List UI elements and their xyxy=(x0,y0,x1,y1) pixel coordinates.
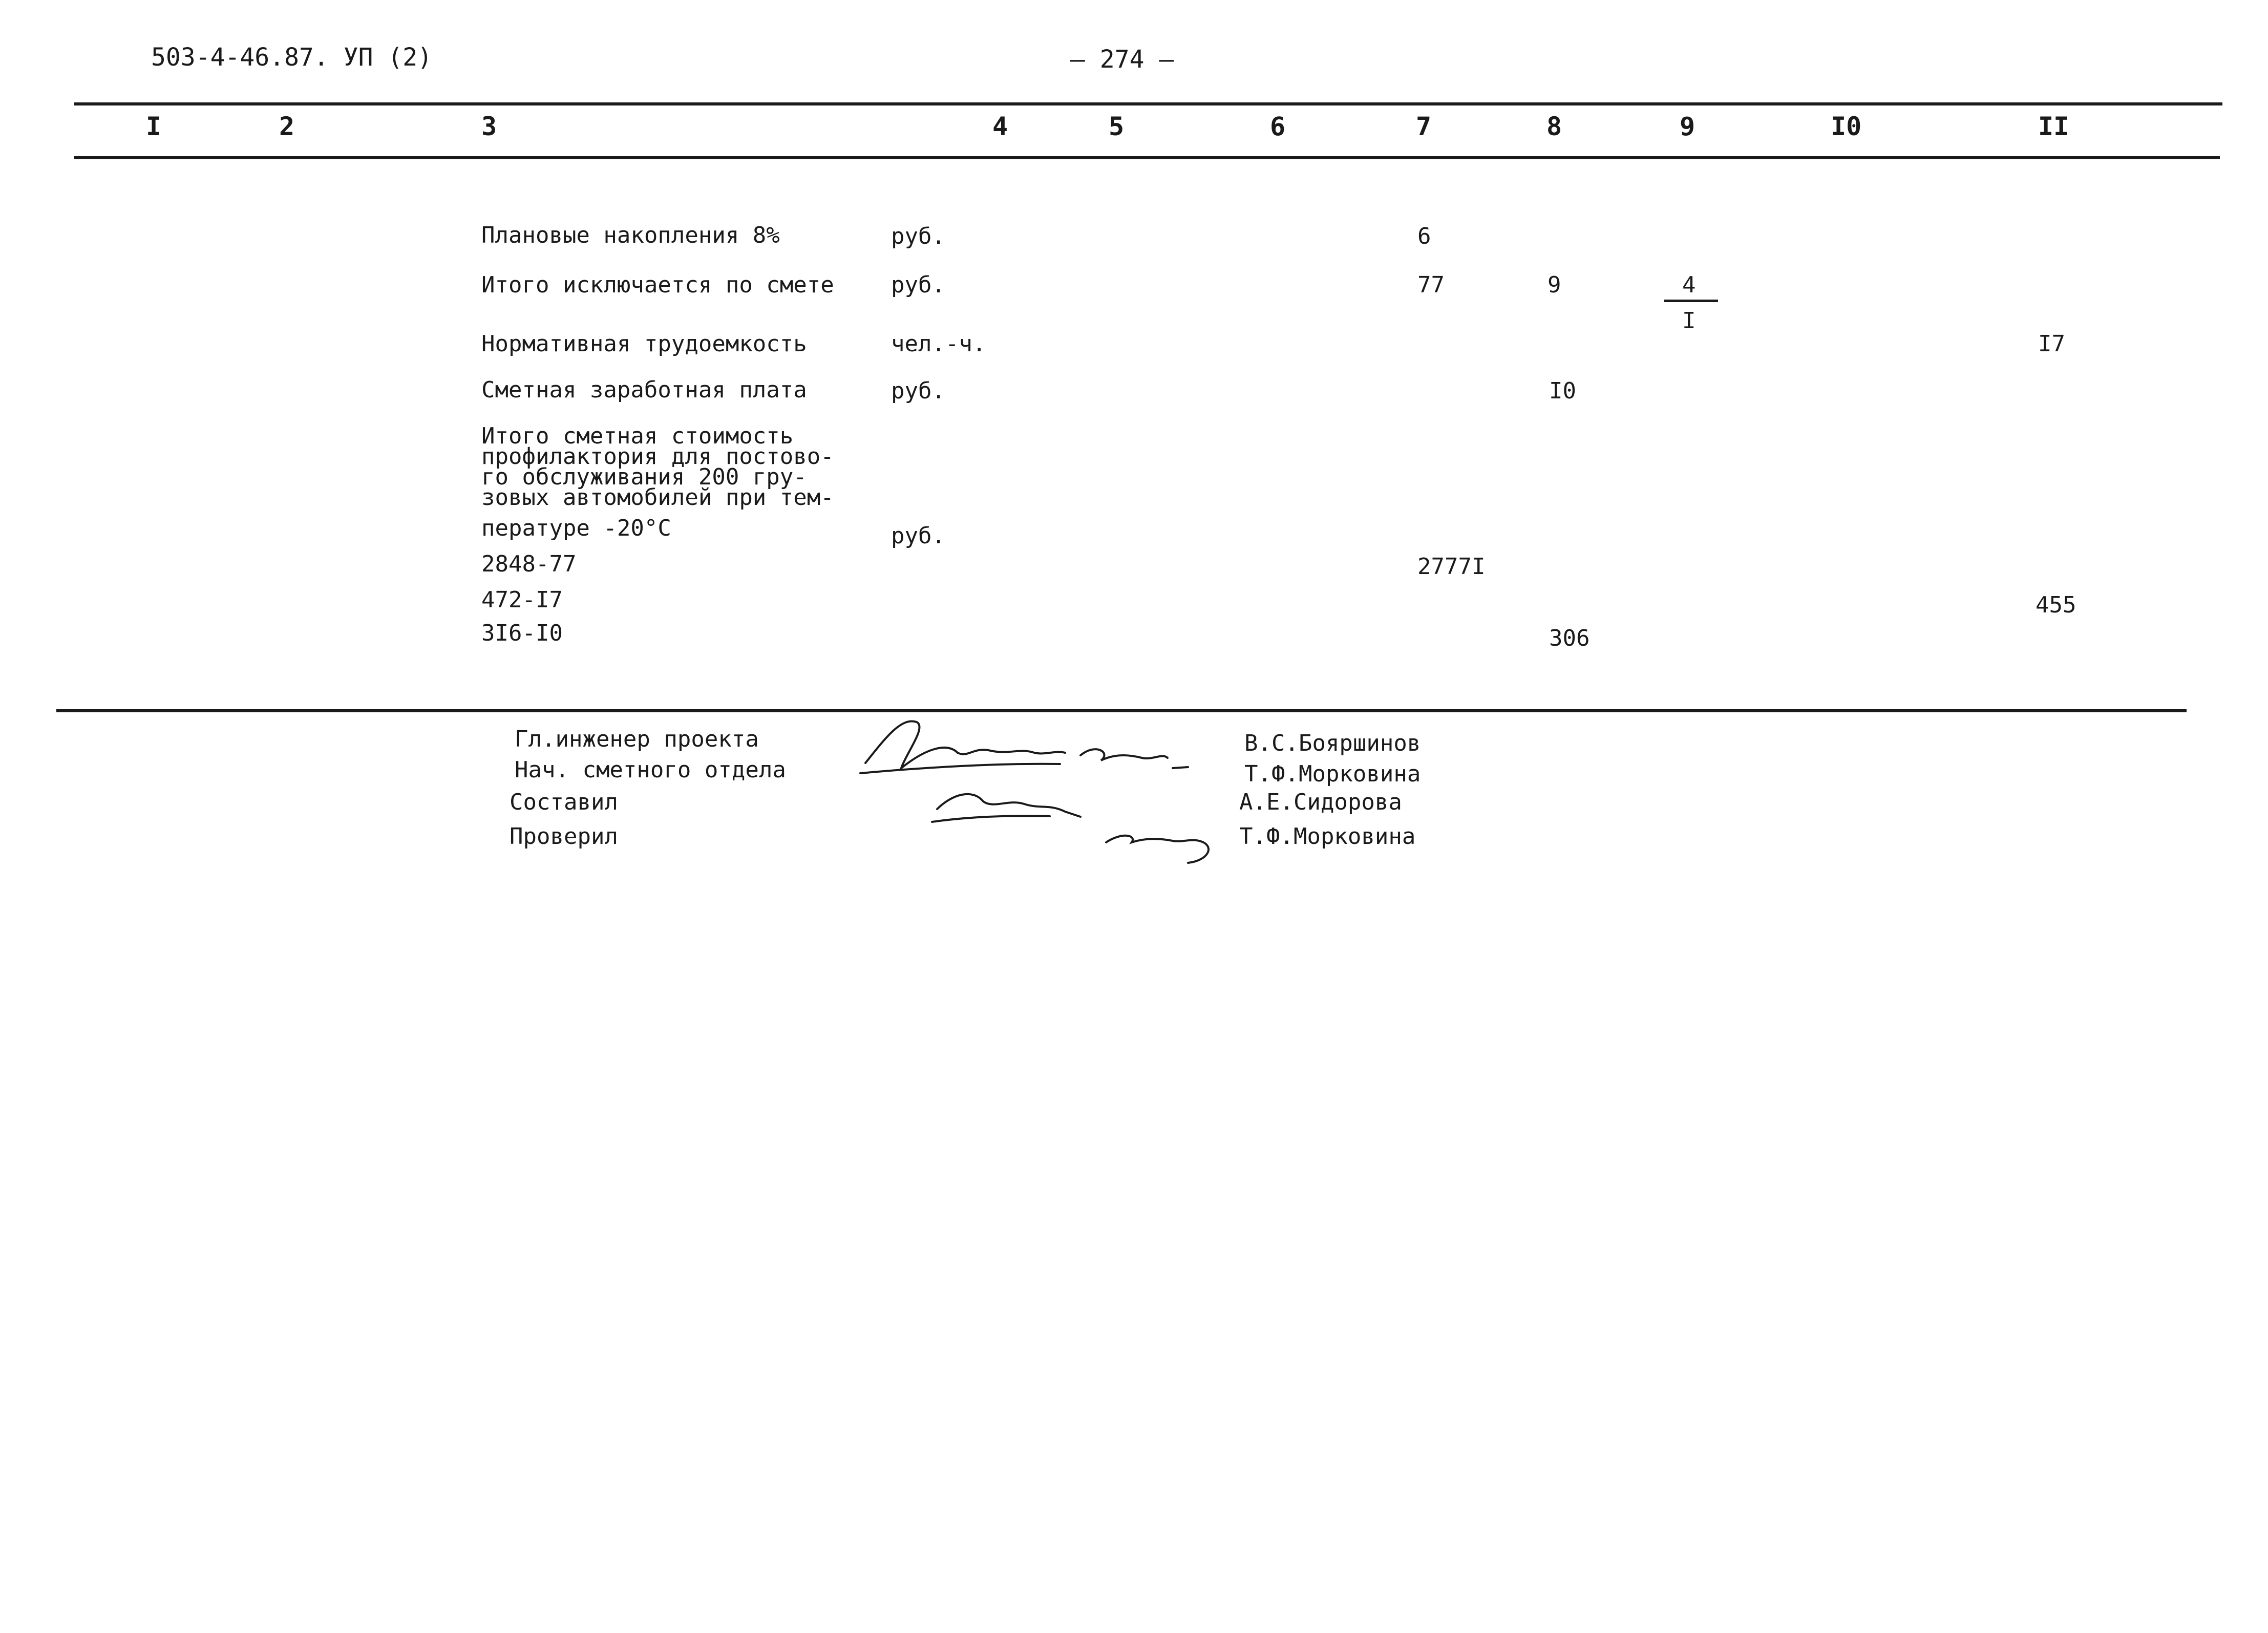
sign-role-head-estimate: Нач. сметного отдела xyxy=(515,757,786,783)
page-number: – 274 – xyxy=(1070,45,1174,74)
row-sub1-col7: 2777I xyxy=(1417,554,1486,580)
col-header-7: 7 xyxy=(1416,112,1432,141)
sign-name-head-estimate: Т.Ф.Морковина xyxy=(1244,761,1421,787)
col-header-9: 9 xyxy=(1680,112,1695,141)
row-sub1-label: 2848-77 xyxy=(481,551,577,577)
row-labor-col11: I7 xyxy=(2038,331,2065,357)
row-total-line-4: зовых автомобилей при тем- xyxy=(481,484,834,511)
table-top-rule xyxy=(74,102,2222,105)
row-total-line-5: пературе -20°С xyxy=(481,515,671,541)
col-header-6: 6 xyxy=(1270,112,1286,141)
fraction-line xyxy=(1664,300,1718,302)
sign-role-chief-engineer: Гл.инженер проекта xyxy=(515,726,759,752)
col-header-3: 3 xyxy=(481,112,497,141)
row-wage-col8: I0 xyxy=(1549,378,1576,404)
col-header-8: 8 xyxy=(1546,112,1562,141)
row-plan-acc-unit: руб. xyxy=(891,223,945,249)
sign-name-checked: Т.Ф.Морковина xyxy=(1239,823,1416,850)
row-total-line-3: го обслуживания 200 гру- xyxy=(481,464,807,490)
col-header-10: I0 xyxy=(1831,112,1862,141)
row-total-unit: руб. xyxy=(891,523,945,549)
row-sub3-label: 3I6-I0 xyxy=(481,620,563,646)
row-excluded-col9-numerator: 4 xyxy=(1682,272,1696,298)
row-excluded-col9-denominator: I xyxy=(1682,308,1696,334)
sign-name-compiled: А.Е.Сидорова xyxy=(1239,789,1402,815)
row-total-line-1: Итого сметная стоимость xyxy=(481,423,794,449)
row-labor-unit: чел.-ч. xyxy=(891,331,986,357)
row-plan-acc-col7: 6 xyxy=(1417,223,1431,249)
document-code: 503-4-46.87. УП (2) xyxy=(151,43,433,72)
row-excluded-label: Итого исключается по смете xyxy=(481,272,834,298)
sign-role-checked: Проверил xyxy=(510,823,618,850)
row-excluded-col7: 77 xyxy=(1417,272,1445,298)
col-header-2: 2 xyxy=(279,112,295,141)
signature-scribbles xyxy=(855,707,1224,876)
col-header-11: II xyxy=(2038,112,2069,141)
row-sub2-label: 472-I7 xyxy=(481,587,563,613)
row-labor-label: Нормативная трудоемкость xyxy=(481,331,807,357)
col-header-5: 5 xyxy=(1109,112,1125,141)
sign-name-chief-engineer: В.С.Бояршинов xyxy=(1244,730,1421,756)
table-header-rule xyxy=(74,156,2220,159)
col-header-4: 4 xyxy=(992,112,1008,141)
row-sub3-col8: 306 xyxy=(1549,625,1590,651)
row-total-line-2: профилактория для постово- xyxy=(481,443,834,470)
row-excluded-unit: руб. xyxy=(891,272,945,298)
row-wage-unit: руб. xyxy=(891,378,945,404)
row-sub2-col11: 455 xyxy=(2036,592,2076,618)
col-header-1: I xyxy=(146,112,162,141)
sign-role-compiled: Составил xyxy=(510,789,618,815)
row-excluded-col8: 9 xyxy=(1548,272,1561,298)
row-plan-acc-label: Плановые накопления 8% xyxy=(481,222,780,248)
row-wage-label: Сметная заработная плата xyxy=(481,377,807,403)
